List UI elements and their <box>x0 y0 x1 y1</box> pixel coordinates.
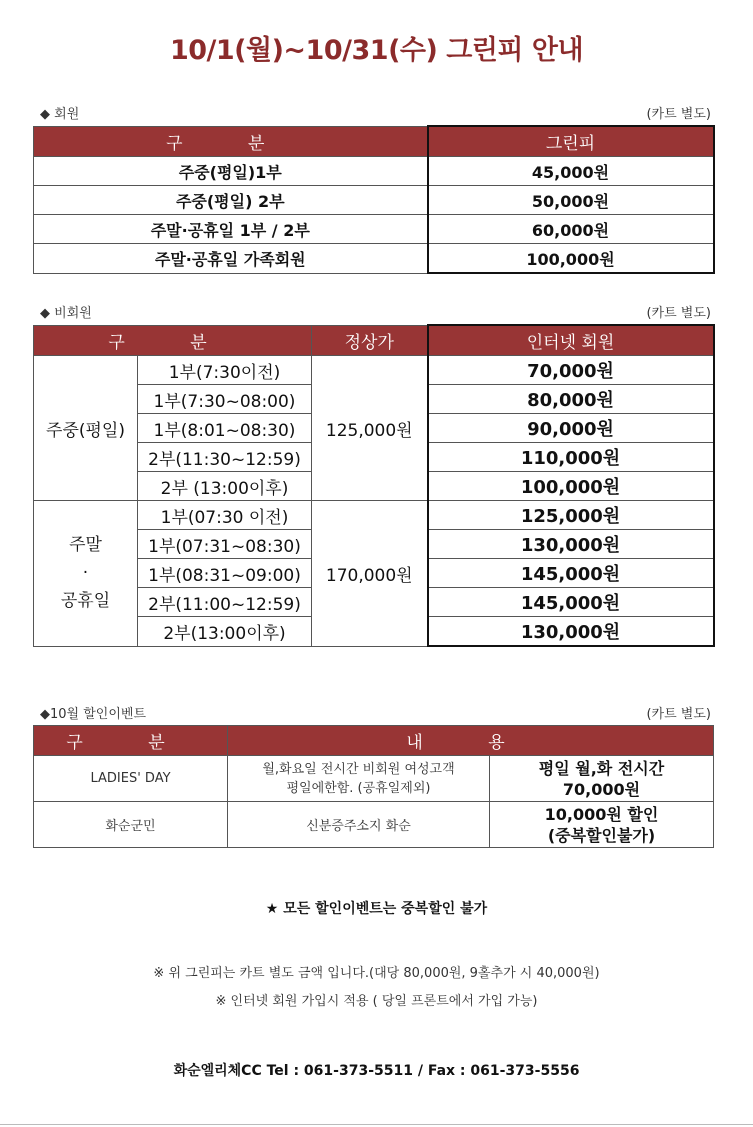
internet-member-note: ※ 인터넷 회원 가입시 적용 ( 당일 프론트에서 가입 가능) <box>215 994 538 1009</box>
table-row <box>34 157 714 186</box>
nonmember-cart-note: (카트 별도) <box>646 306 711 321</box>
nonmember-header-normal: 정상가 <box>312 325 428 356</box>
member-fee: 50,000원 <box>428 186 714 215</box>
member-fee: 100,000원 <box>428 244 714 274</box>
event-desc-line2: 평일에한함. (공휴일제외) <box>286 780 431 796</box>
weekday-normal-price: 125,000원 <box>312 356 428 501</box>
event-benefit-line2: 70,000원 <box>562 779 641 799</box>
event-desc <box>228 756 490 802</box>
event-benefit <box>490 802 714 848</box>
weekend-normal-price: 170,000원 <box>312 501 428 647</box>
tee-time: 2부(13:00이후) <box>138 617 312 647</box>
page-title: 10/1(월)~10/31(수) 그린피 안내 <box>169 35 584 66</box>
table-row <box>34 186 714 215</box>
cart-fee-note: ※ 위 그린피는 카트 별도 금액 입니다.(대당 80,000원, 9홀추가 시 40,000원) <box>153 966 600 981</box>
internet-price: 130,000원 <box>428 530 714 559</box>
member-header-fee: 그린피 <box>428 126 714 157</box>
table-row <box>34 802 714 848</box>
discount-note: ★ 모든 할인이벤트는 중복할인 불가 <box>265 901 488 917</box>
member-section-label: ◆ 회원 <box>40 107 80 122</box>
weekend-group-line2: · <box>82 563 89 584</box>
tee-time: 2부(11:30~12:59) <box>138 443 312 472</box>
internet-price: 70,000원 <box>428 356 714 385</box>
table-row <box>34 356 714 385</box>
table-row <box>34 244 714 274</box>
tee-time: 1부(07:30 이전) <box>138 501 312 530</box>
weekend-group-line1: 주말 <box>69 535 102 556</box>
member-type: 주말·공휴일 1부 / 2부 <box>34 215 428 244</box>
member-type: 주말·공휴일 가족회원 <box>34 244 428 274</box>
table-row <box>34 215 714 244</box>
member-fee: 60,000원 <box>428 215 714 244</box>
internet-price: 145,000원 <box>428 559 714 588</box>
event-header-content: 내 용 <box>228 726 714 756</box>
event-benefit <box>490 756 714 802</box>
event-name: LADIES' DAY <box>34 756 228 802</box>
nonmember-fee-table <box>33 324 715 647</box>
member-type: 주중(평일) 2부 <box>34 186 428 215</box>
weekend-group-line3: 공휴일 <box>60 591 111 612</box>
nonmember-header-internet: 인터넷 회원 <box>428 325 714 356</box>
table-row <box>34 756 714 802</box>
member-cart-note: (카트 별도) <box>646 107 711 122</box>
internet-price: 125,000원 <box>428 501 714 530</box>
member-fee-table <box>33 125 715 274</box>
event-benefit-line1: 평일 월,화 전시간 <box>538 758 665 778</box>
event-desc-line1: 월,화요일 전시간 비회원 여성고객 <box>262 761 455 777</box>
member-type: 주중(평일)1부 <box>34 157 428 186</box>
table-row <box>34 501 714 530</box>
tee-time: 2부(11:00~12:59) <box>138 588 312 617</box>
internet-price: 110,000원 <box>428 443 714 472</box>
tee-time: 1부(8:01~08:30) <box>138 414 312 443</box>
member-header-type: 구 분 <box>34 126 428 157</box>
internet-price: 80,000원 <box>428 385 714 414</box>
contact-footer: 화순엘리체CC Tel : 061-373-5511 / Fax : 061-373-5556 <box>173 1063 580 1079</box>
tee-time: 1부(07:31~08:30) <box>138 530 312 559</box>
nonmember-header-type: 구 분 <box>34 325 312 356</box>
event-benefit-line2: (중복할인불가) <box>547 825 656 845</box>
event-table <box>33 725 714 848</box>
internet-price: 90,000원 <box>428 414 714 443</box>
event-name: 화순군민 <box>34 802 228 848</box>
nonmember-section-label: ◆ 비회원 <box>40 306 92 321</box>
weekend-group <box>34 501 138 647</box>
event-header-type: 구 분 <box>34 726 228 756</box>
event-section-label: ◆10월 할인이벤트 <box>40 707 147 722</box>
internet-price: 130,000원 <box>428 617 714 647</box>
tee-time: 1부(08:31~09:00) <box>138 559 312 588</box>
member-fee: 45,000원 <box>428 157 714 186</box>
tee-time: 1부(7:30이전) <box>138 356 312 385</box>
tee-time: 2부 (13:00이후) <box>138 472 312 501</box>
event-benefit-line1: 10,000원 할인 <box>544 804 659 824</box>
internet-price: 145,000원 <box>428 588 714 617</box>
divider <box>0 1124 753 1125</box>
internet-price: 100,000원 <box>428 472 714 501</box>
weekday-group: 주중(평일) <box>34 356 138 501</box>
event-desc: 신분증주소지 화순 <box>228 802 490 848</box>
event-cart-note: (카트 별도) <box>646 707 711 722</box>
tee-time: 1부(7:30~08:00) <box>138 385 312 414</box>
